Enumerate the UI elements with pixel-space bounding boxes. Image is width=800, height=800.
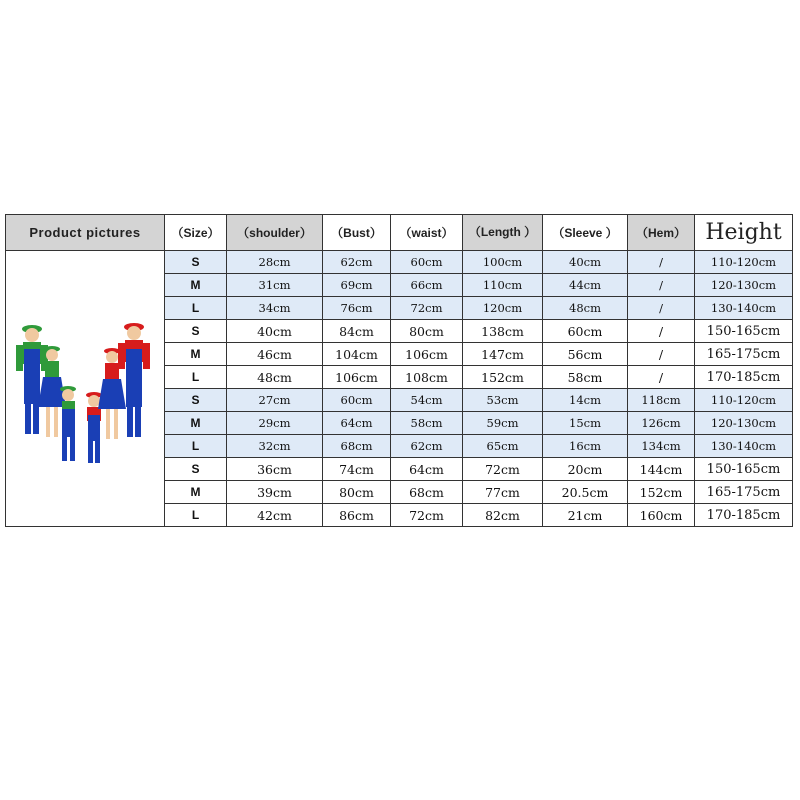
hem-cell: 118cm <box>628 389 695 412</box>
waist-cell: 60cm <box>391 251 463 274</box>
shoulder-cell: 32cm <box>227 435 323 458</box>
height-cell: 130-140cm <box>695 297 793 320</box>
sleeve-cell: 44cm <box>543 274 628 297</box>
waist-cell: 108cm <box>391 366 463 389</box>
hem-cell: / <box>628 343 695 366</box>
sleeve-cell: 58cm <box>543 366 628 389</box>
bust-cell: 86cm <box>323 504 391 527</box>
shoulder-cell: 29cm <box>227 412 323 435</box>
sleeve-cell: 48cm <box>543 297 628 320</box>
waist-cell: 72cm <box>391 297 463 320</box>
hem-cell: / <box>628 366 695 389</box>
sleeve-cell: 56cm <box>543 343 628 366</box>
height-cell: 150-165cm <box>695 458 793 481</box>
length-cell: 147cm <box>463 343 543 366</box>
header-bust: （Bust） <box>323 215 391 251</box>
bust-cell: 84cm <box>323 320 391 343</box>
waist-cell: 58cm <box>391 412 463 435</box>
sleeve-cell: 20cm <box>543 458 628 481</box>
length-cell: 152cm <box>463 366 543 389</box>
bust-cell: 60cm <box>323 389 391 412</box>
waist-cell: 54cm <box>391 389 463 412</box>
sleeve-cell: 14cm <box>543 389 628 412</box>
waist-cell: 72cm <box>391 504 463 527</box>
hem-cell: 134cm <box>628 435 695 458</box>
sleeve-cell: 16cm <box>543 435 628 458</box>
sleeve-cell: 21cm <box>543 504 628 527</box>
bust-cell: 106cm <box>323 366 391 389</box>
size-cell: L <box>165 435 227 458</box>
bust-cell: 68cm <box>323 435 391 458</box>
waist-cell: 80cm <box>391 320 463 343</box>
size-cell: S <box>165 320 227 343</box>
length-cell: 65cm <box>463 435 543 458</box>
waist-cell: 66cm <box>391 274 463 297</box>
waist-cell: 106cm <box>391 343 463 366</box>
bust-cell: 76cm <box>323 297 391 320</box>
sleeve-cell: 15cm <box>543 412 628 435</box>
length-cell: 100cm <box>463 251 543 274</box>
hem-cell: 160cm <box>628 504 695 527</box>
shoulder-cell: 28cm <box>227 251 323 274</box>
size-cell: S <box>165 458 227 481</box>
length-cell: 53cm <box>463 389 543 412</box>
height-cell: 130-140cm <box>695 435 793 458</box>
size-cell: L <box>165 297 227 320</box>
shoulder-cell: 27cm <box>227 389 323 412</box>
shoulder-cell: 46cm <box>227 343 323 366</box>
height-cell: 170-185cm <box>695 504 793 527</box>
length-cell: 59cm <box>463 412 543 435</box>
size-cell: S <box>165 251 227 274</box>
header-shoulder: （shoulder） <box>227 215 323 251</box>
height-cell: 120-130cm <box>695 412 793 435</box>
height-cell: 165-175cm <box>695 343 793 366</box>
length-cell: 77cm <box>463 481 543 504</box>
sleeve-cell: 20.5cm <box>543 481 628 504</box>
hem-cell: / <box>628 320 695 343</box>
shoulder-cell: 36cm <box>227 458 323 481</box>
product-picture-cell <box>6 251 165 527</box>
size-cell: L <box>165 504 227 527</box>
size-table <box>5 214 793 527</box>
sleeve-cell: 40cm <box>543 251 628 274</box>
hem-cell: / <box>628 297 695 320</box>
table-row <box>6 251 793 274</box>
bust-cell: 104cm <box>323 343 391 366</box>
shoulder-cell: 39cm <box>227 481 323 504</box>
size-cell: M <box>165 343 227 366</box>
bust-cell: 74cm <box>323 458 391 481</box>
size-cell: L <box>165 366 227 389</box>
header-waist: （waist） <box>391 215 463 251</box>
size-cell: M <box>165 481 227 504</box>
hem-cell: / <box>628 251 695 274</box>
length-cell: 72cm <box>463 458 543 481</box>
shoulder-cell: 40cm <box>227 320 323 343</box>
header-length <box>463 215 543 251</box>
header-hem: （Hem） <box>628 215 695 251</box>
height-cell: 165-175cm <box>695 481 793 504</box>
height-cell: 110-120cm <box>695 251 793 274</box>
header-sleeve: （Sleeve ） <box>543 215 628 251</box>
length-cell: 138cm <box>463 320 543 343</box>
product-picture <box>10 277 160 497</box>
shoulder-cell: 31cm <box>227 274 323 297</box>
length-cell: 120cm <box>463 297 543 320</box>
header-product-pictures: Product pictures <box>6 215 165 251</box>
hem-cell: 126cm <box>628 412 695 435</box>
hem-cell: 144cm <box>628 458 695 481</box>
size-cell: M <box>165 274 227 297</box>
waist-cell: 62cm <box>391 435 463 458</box>
shoulder-cell: 48cm <box>227 366 323 389</box>
header-height: Height <box>695 215 793 251</box>
shoulder-cell: 34cm <box>227 297 323 320</box>
length-cell: 82cm <box>463 504 543 527</box>
sleeve-cell: 60cm <box>543 320 628 343</box>
hem-cell: 152cm <box>628 481 695 504</box>
size-cell: S <box>165 389 227 412</box>
height-cell: 150-165cm <box>695 320 793 343</box>
hem-cell: / <box>628 274 695 297</box>
bust-cell: 80cm <box>323 481 391 504</box>
waist-cell: 64cm <box>391 458 463 481</box>
height-cell: 170-185cm <box>695 366 793 389</box>
height-cell: 110-120cm <box>695 389 793 412</box>
length-cell: 110cm <box>463 274 543 297</box>
header-size: （Size） <box>165 215 227 251</box>
header-length-label: （Length ） <box>468 225 537 239</box>
mario-adult-figure <box>118 323 150 437</box>
bust-cell: 69cm <box>323 274 391 297</box>
header-row <box>6 215 793 251</box>
size-chart <box>5 214 792 523</box>
bust-cell: 64cm <box>323 412 391 435</box>
size-cell: M <box>165 412 227 435</box>
waist-cell: 68cm <box>391 481 463 504</box>
bust-cell: 62cm <box>323 251 391 274</box>
height-cell: 120-130cm <box>695 274 793 297</box>
shoulder-cell: 42cm <box>227 504 323 527</box>
